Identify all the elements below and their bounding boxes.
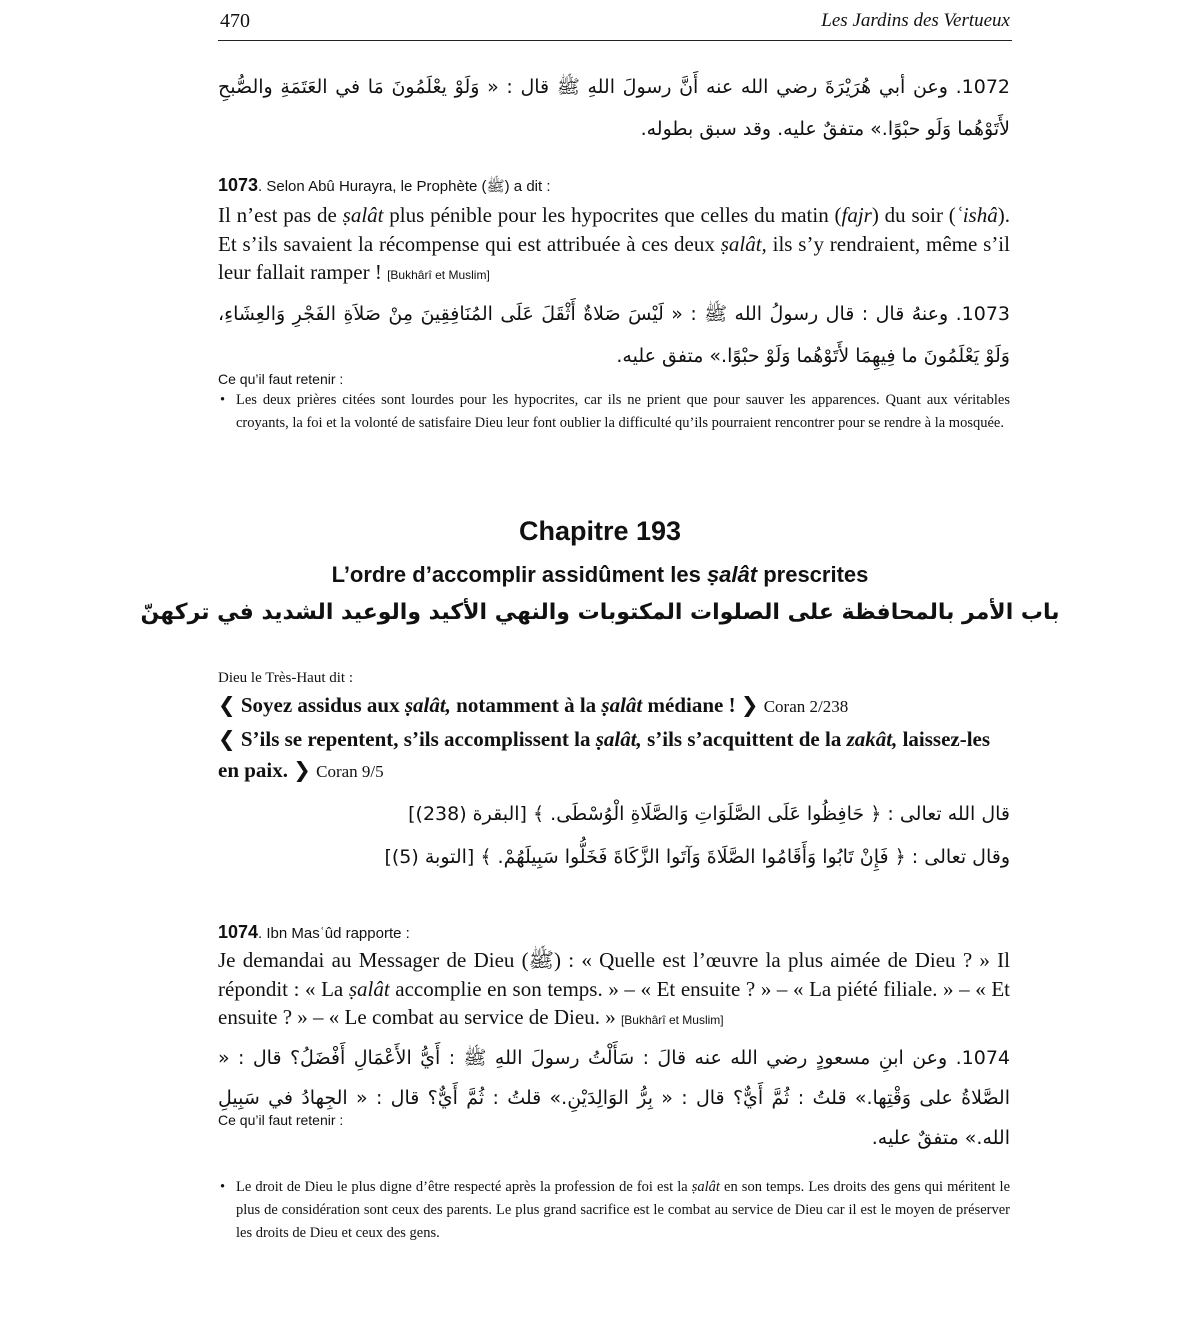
text-segment: Il n’est pas de (218, 203, 343, 227)
hadith-intro: . Selon Abû Hurayra, le Prophète (ﷺ) a dit : (258, 178, 551, 195)
page-number: 470 (220, 10, 250, 32)
text-segment: ṣalât (342, 203, 384, 227)
text-segment: ṣalât (706, 562, 758, 587)
text-segment: s’ils s’acquittent de la (641, 727, 847, 751)
text-segment: ❮ (218, 727, 241, 751)
text-segment: ṣalât, (595, 727, 642, 751)
text-segment: ṣalât (691, 1179, 720, 1195)
retenir-bullet (218, 389, 1010, 435)
verse-2 (218, 724, 1010, 787)
text-segment: L’ordre d’accomplir assidûment les (331, 562, 707, 587)
verse-1 (218, 690, 1010, 722)
text-segment: zakât, (846, 727, 898, 751)
text-segment: ). Et s’ils savaient la récompense qui est attribuée à ces deux (218, 203, 1010, 256)
bullet-icon: • (220, 1179, 226, 1195)
hadith-1072-arabic: 1072. وعن أبي هُرَيْرَةَ رضي الله عنه أَنَّ رسولَ اللهِ ﷺ قال : « وَلَوْ يعْلَمُونَ مَا في العَتَمَةِ والصُّبحِ لأَتَوْهُما وَلَو حبْوًا.» متفقٌ عليه. وقد سبق بطوله. (218, 76, 1010, 140)
text-run (218, 203, 1010, 284)
text-segment: ṣalât, (404, 693, 451, 717)
verse-1-arabic: قال الله تعالى : ﴿ حَافِظُوا عَلَى الصَّلَوَاتِ وَالصَّلَاةِ الْوُسْطَى. ﴾ [البقرة (238)] (408, 803, 1010, 825)
text-run (218, 693, 848, 717)
text-segment: notamment à la (450, 693, 602, 717)
hadith-source: [Bukhârî et Muslim] (620, 1013, 724, 1027)
text-run (236, 1179, 1010, 1241)
hadith-1074-heading (218, 922, 1010, 943)
running-title: Les Jardins des Vertueux (821, 10, 1010, 31)
chapter-arabic-title: باب الأمر بالمحافظة على الصلوات المكتوبات والنهي الأكيد والوعيد الشديد في تركهنّ (140, 600, 1060, 625)
retenir-text: Les deux prières citées sont lourdes pour les hypocrites, car ils ne prient que pour sauver les apparences. Quant aux véritables croyants, la foi et la volonté de satisfaire Dieu leur font oublier la difficulté qu’ils pourraient rencontrer pour se rendre à la mosquée. (236, 392, 1010, 431)
text-segment: ❯ (293, 758, 317, 782)
text-run (218, 727, 990, 782)
hadith-1073-text (218, 201, 1010, 290)
text-segment: plus pénible pour les hypocrites que celles du matin ( (383, 203, 842, 227)
header-rule (218, 40, 1012, 41)
hadith-1074-text (218, 946, 1010, 1035)
text-segment: prescrites (757, 562, 869, 587)
text-segment: Le droit de Dieu le plus digne d’être respecté après la profession de foi est la (236, 1179, 692, 1195)
quran-intro: Dieu le Très-Haut dit : (218, 670, 353, 686)
chapter-subtitle (0, 562, 1200, 588)
text-segment: Je demandai au Messager de Dieu (ﷺ) : « Quelle est l’œuvre la plus aimée de Dieu ? » Il répondit : « La (218, 948, 1010, 1001)
hadith-number: 1074 (218, 922, 259, 942)
text-segment: ) du soir ( (871, 203, 956, 227)
text-run (332, 562, 869, 587)
hadith-1073-heading (218, 175, 1010, 199)
quran-reference: Coran 9/5 (316, 762, 384, 781)
hadith-source: [Bukhârî et Muslim] (387, 268, 490, 282)
text-segment: ❯ (740, 693, 764, 717)
hadith-number: 1073 (218, 175, 259, 195)
text-segment: S’ils se repentent, s’ils accomplissent la (240, 727, 596, 751)
hadith-1073-arabic: 1073. وعنهُ قال : قال رسولُ الله ﷺ : « لَيْسَ صَلاةٌ أَثْقَلَ عَلَى المُنَافِقِينَ مِنْ صَلاَةِ الفَجْرِ وَالعِشَاءِ، وَلَوْ يَعْلَمُونَ ما فِيهِمَا لأَتَوْهُما وَلَوْ حبْوًا.» متفق عليه. (218, 303, 1010, 367)
text-segment: ṣalât (601, 693, 643, 717)
text-segment: Soyez assidus aux (240, 693, 405, 717)
text-segment: ❮ (218, 693, 241, 717)
retenir-label: Ce qu’il faut retenir : (218, 371, 344, 387)
text-run (218, 948, 1010, 1029)
verse-2-arabic: وقال تعالى : ﴿ فَإِنْ تَابُوا وَأَقَامُوا الصَّلَاةَ وَآتَوا الزَّكَاةَ فَخَلُّوا سَبِيلَهُمْ. ﴾ [التوبة (5)] (384, 846, 1010, 868)
text-segment: fajr (841, 203, 872, 227)
text-segment: laissez-les en paix. (218, 727, 991, 782)
text-segment: ṣalât (348, 976, 390, 1001)
retenir-label: Ce qu’il faut retenir : (218, 1112, 344, 1128)
bullet-icon: • (220, 392, 226, 408)
hadith-1074-arabic: 1074. وعن ابنِ مسعودٍ رضي الله عنه قالَ : سَأَلْتُ رسولَ اللهِ ﷺ : أَيُّ الأَعْمَالِ أَفْضَلُ؟ قال : « الصَّلاةُ على وَقْتِها.» قلتُ : ثُمَّ أَيٌّ؟ قال : « بِرُّ الوَالِدَيْنِ.» قلتُ : ثُمَّ أَيٌّ؟ قال : « الجِهادُ في سَبِيلِ الله.» متفقٌ عليه. (218, 1047, 1010, 1149)
text-segment: médiane ! (642, 693, 741, 717)
text-segment: en son temps. Les droits des gens qui méritent le plus de considération sont ceux des parents. Le plus grand sacrifice est le combat au service de Dieu car il est le moyen de préserver les droits de Dieu et ceux des gens. (236, 1179, 1011, 1241)
chapter-title: Chapitre 193 (518, 516, 682, 546)
text-segment: ils s’y rendraient, même s’il leur fallait ramper ! (218, 231, 1010, 284)
retenir-bullet (218, 1176, 1010, 1245)
text-segment: accomplie en son temps. » – « Et ensuite ? » – « La piété filiale. » – « Et ensuite ? » – « Le combat au service de Dieu. » (218, 976, 1010, 1029)
hadith-intro: . Ibn Masʿûd rapporte : (258, 925, 410, 942)
text-segment: ʿishâ (955, 203, 998, 227)
text-segment: ṣalât, (720, 231, 767, 256)
quran-reference: Coran 2/238 (763, 697, 849, 716)
